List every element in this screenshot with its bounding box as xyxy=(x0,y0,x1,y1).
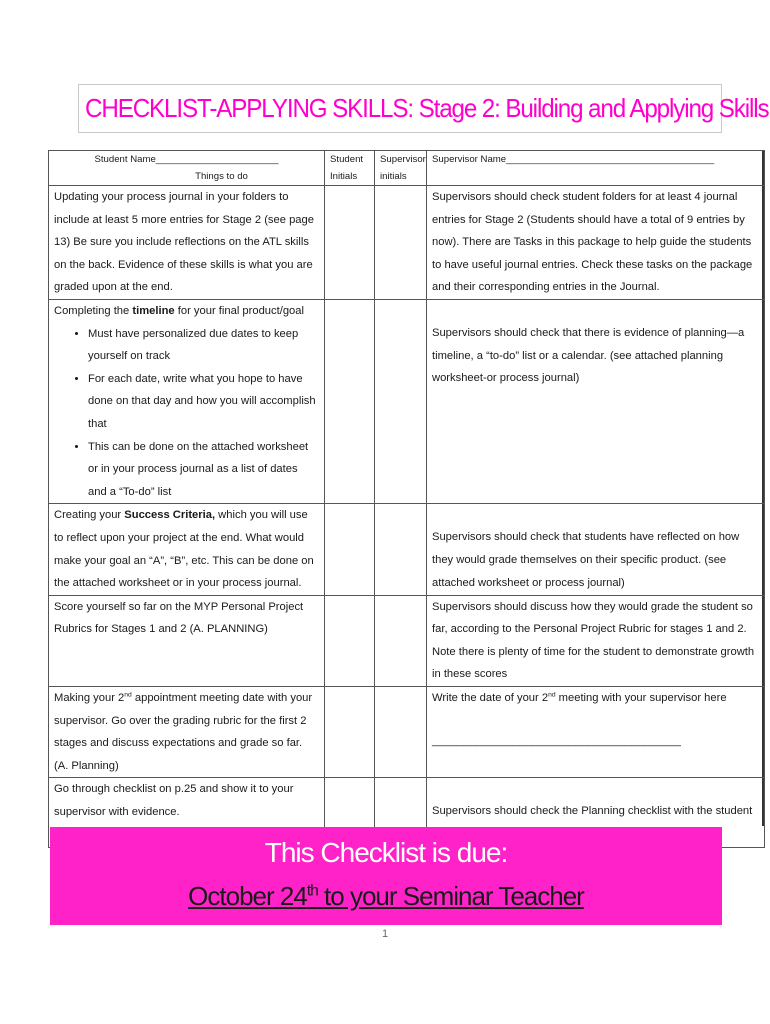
supervisor-cell xyxy=(427,687,765,778)
header-student-initials xyxy=(325,151,375,186)
student-initials-cell[interactable] xyxy=(325,186,375,300)
timeline-bullets xyxy=(54,323,319,504)
supervisor-text: Supervisors should check the Planning checklist with the student xyxy=(432,805,753,818)
task-text: appointment meeting date with your supervisor. Go over the grading rubric for the first 2 stages and discuss expectations and grade so far. (A. Planning) xyxy=(54,692,313,772)
task-text: for your final product/goal xyxy=(174,304,304,317)
supervisor-initials-label-2: initials xyxy=(380,171,407,182)
student-initials-label-2: Initials xyxy=(330,171,358,182)
student-initials-cell[interactable] xyxy=(325,299,375,503)
meeting-date-field[interactable]: ________________________________________ xyxy=(432,734,681,747)
supervisor-text: Supervisors should check that students have reflected on how they would grade themselves on their specific product. (see attached worksheet or process journal) xyxy=(432,531,740,589)
list-item: • For each date, write what you hope to have done on that day and how you will accomplish that xyxy=(88,368,319,436)
task-cell xyxy=(49,299,325,503)
supervisor-initials-cell[interactable] xyxy=(375,186,427,300)
header-supervisor-initials xyxy=(375,151,427,186)
student-initials-cell[interactable] xyxy=(325,595,375,686)
supervisor-initials-label-1: Supervisor xyxy=(380,154,426,165)
supervisor-initials-cell[interactable] xyxy=(375,504,427,595)
task-text: Creating your xyxy=(54,509,125,522)
ordinal-suffix: th xyxy=(306,882,318,900)
task-text: Go through checklist on p.25 and show it to your supervisor with evidence. xyxy=(54,783,294,819)
task-text: Score yourself so far on the MYP Personal Project Rubrics for Stages 1 and 2 (A. PLANNING) xyxy=(54,600,304,636)
supervisor-text: Supervisors should check student folders for at least 4 journal entries for Stage 2 (Students should have a total of 9 entries by now). There are Tasks in this package to help guide the students to have useful journal entries. Check these tasks on the package and their corresponding entries in the Journal. xyxy=(432,191,753,294)
list-item: • Must have personalized due dates to keep yourself on track xyxy=(88,323,319,368)
ordinal-suffix: nd xyxy=(124,691,132,699)
student-initials-label-1: Student xyxy=(330,154,364,165)
due-date-text xyxy=(50,881,722,912)
checklist-table xyxy=(48,150,765,848)
due-date-banner xyxy=(50,827,722,925)
supervisor-text: Supervisors should check that there is evidence of planning—a timeline, a “to-do” list or a calendar. (see attached planning worksheet-or process journal) xyxy=(432,326,745,385)
student-initials-cell[interactable] xyxy=(325,687,375,778)
task-text: Making your 2 xyxy=(54,692,125,705)
task-bold-text: timeline xyxy=(132,304,175,317)
table-row xyxy=(49,504,765,595)
due-recipient: to your Seminar Teacher xyxy=(317,881,584,911)
title-banner xyxy=(78,84,769,133)
table-row xyxy=(49,299,765,503)
page-title: CHECKLIST-APPLYING SKILLS: Stage 2: Building and Applying Skills xyxy=(85,93,769,123)
table-header-row xyxy=(49,151,765,186)
supervisor-initials-cell[interactable] xyxy=(375,687,427,778)
list-item: • This can be done on the attached worksheet or in your process journal as a list of dates and a “To-do” list xyxy=(88,436,319,504)
task-bold-text: Success Criteria, xyxy=(124,509,216,522)
supervisor-name-field[interactable]: Supervisor Name_______________________________________ xyxy=(432,154,715,165)
supervisor-initials-cell[interactable] xyxy=(375,595,427,686)
task-text: Updating your process journal in your folders to include at least 5 more entries for Stage 2 (see page 13) Be sure you include reflections on the ATL skills on the back. Evidence of these skills is what you are graded upon at the end. xyxy=(54,191,314,294)
due-date: October 24 xyxy=(188,881,307,911)
supervisor-text: meeting with your supervisor here xyxy=(555,692,727,705)
student-initials-cell[interactable] xyxy=(325,504,375,595)
task-cell xyxy=(49,687,325,778)
table-row xyxy=(49,595,765,686)
header-supervisor-name xyxy=(427,151,765,186)
supervisor-text: Supervisors should discuss how they would grade the student so far, according to the Personal Project Rubric for stages 1 and 2. Note there is plenty of time for the student to demonstrate growth in these scores xyxy=(432,600,755,681)
due-heading: This Checklist is due: xyxy=(264,837,508,868)
task-cell xyxy=(49,186,325,300)
table-row xyxy=(49,687,765,778)
header-things-to-do xyxy=(49,151,325,186)
things-to-do-label: Things to do xyxy=(195,171,248,182)
supervisor-cell xyxy=(427,299,765,503)
ordinal-suffix: nd xyxy=(548,691,556,699)
task-text: which you will use to reflect upon your project at the end. What would make your goal an “A”, “B”, etc. This can be done on the attached worksheet or in your process journal. xyxy=(54,509,314,590)
task-cell xyxy=(49,504,325,595)
task-text: Completing the xyxy=(54,304,133,317)
student-name-field[interactable]: Student Name_______________________ xyxy=(94,154,279,165)
page-number: 1 xyxy=(381,928,389,940)
supervisor-text: Write the date of your 2 xyxy=(432,692,549,705)
table-row xyxy=(49,186,765,300)
supervisor-initials-cell[interactable] xyxy=(375,299,427,503)
supervisor-cell xyxy=(427,595,765,686)
task-cell xyxy=(49,595,325,686)
supervisor-cell xyxy=(427,504,765,595)
supervisor-cell xyxy=(427,186,765,300)
